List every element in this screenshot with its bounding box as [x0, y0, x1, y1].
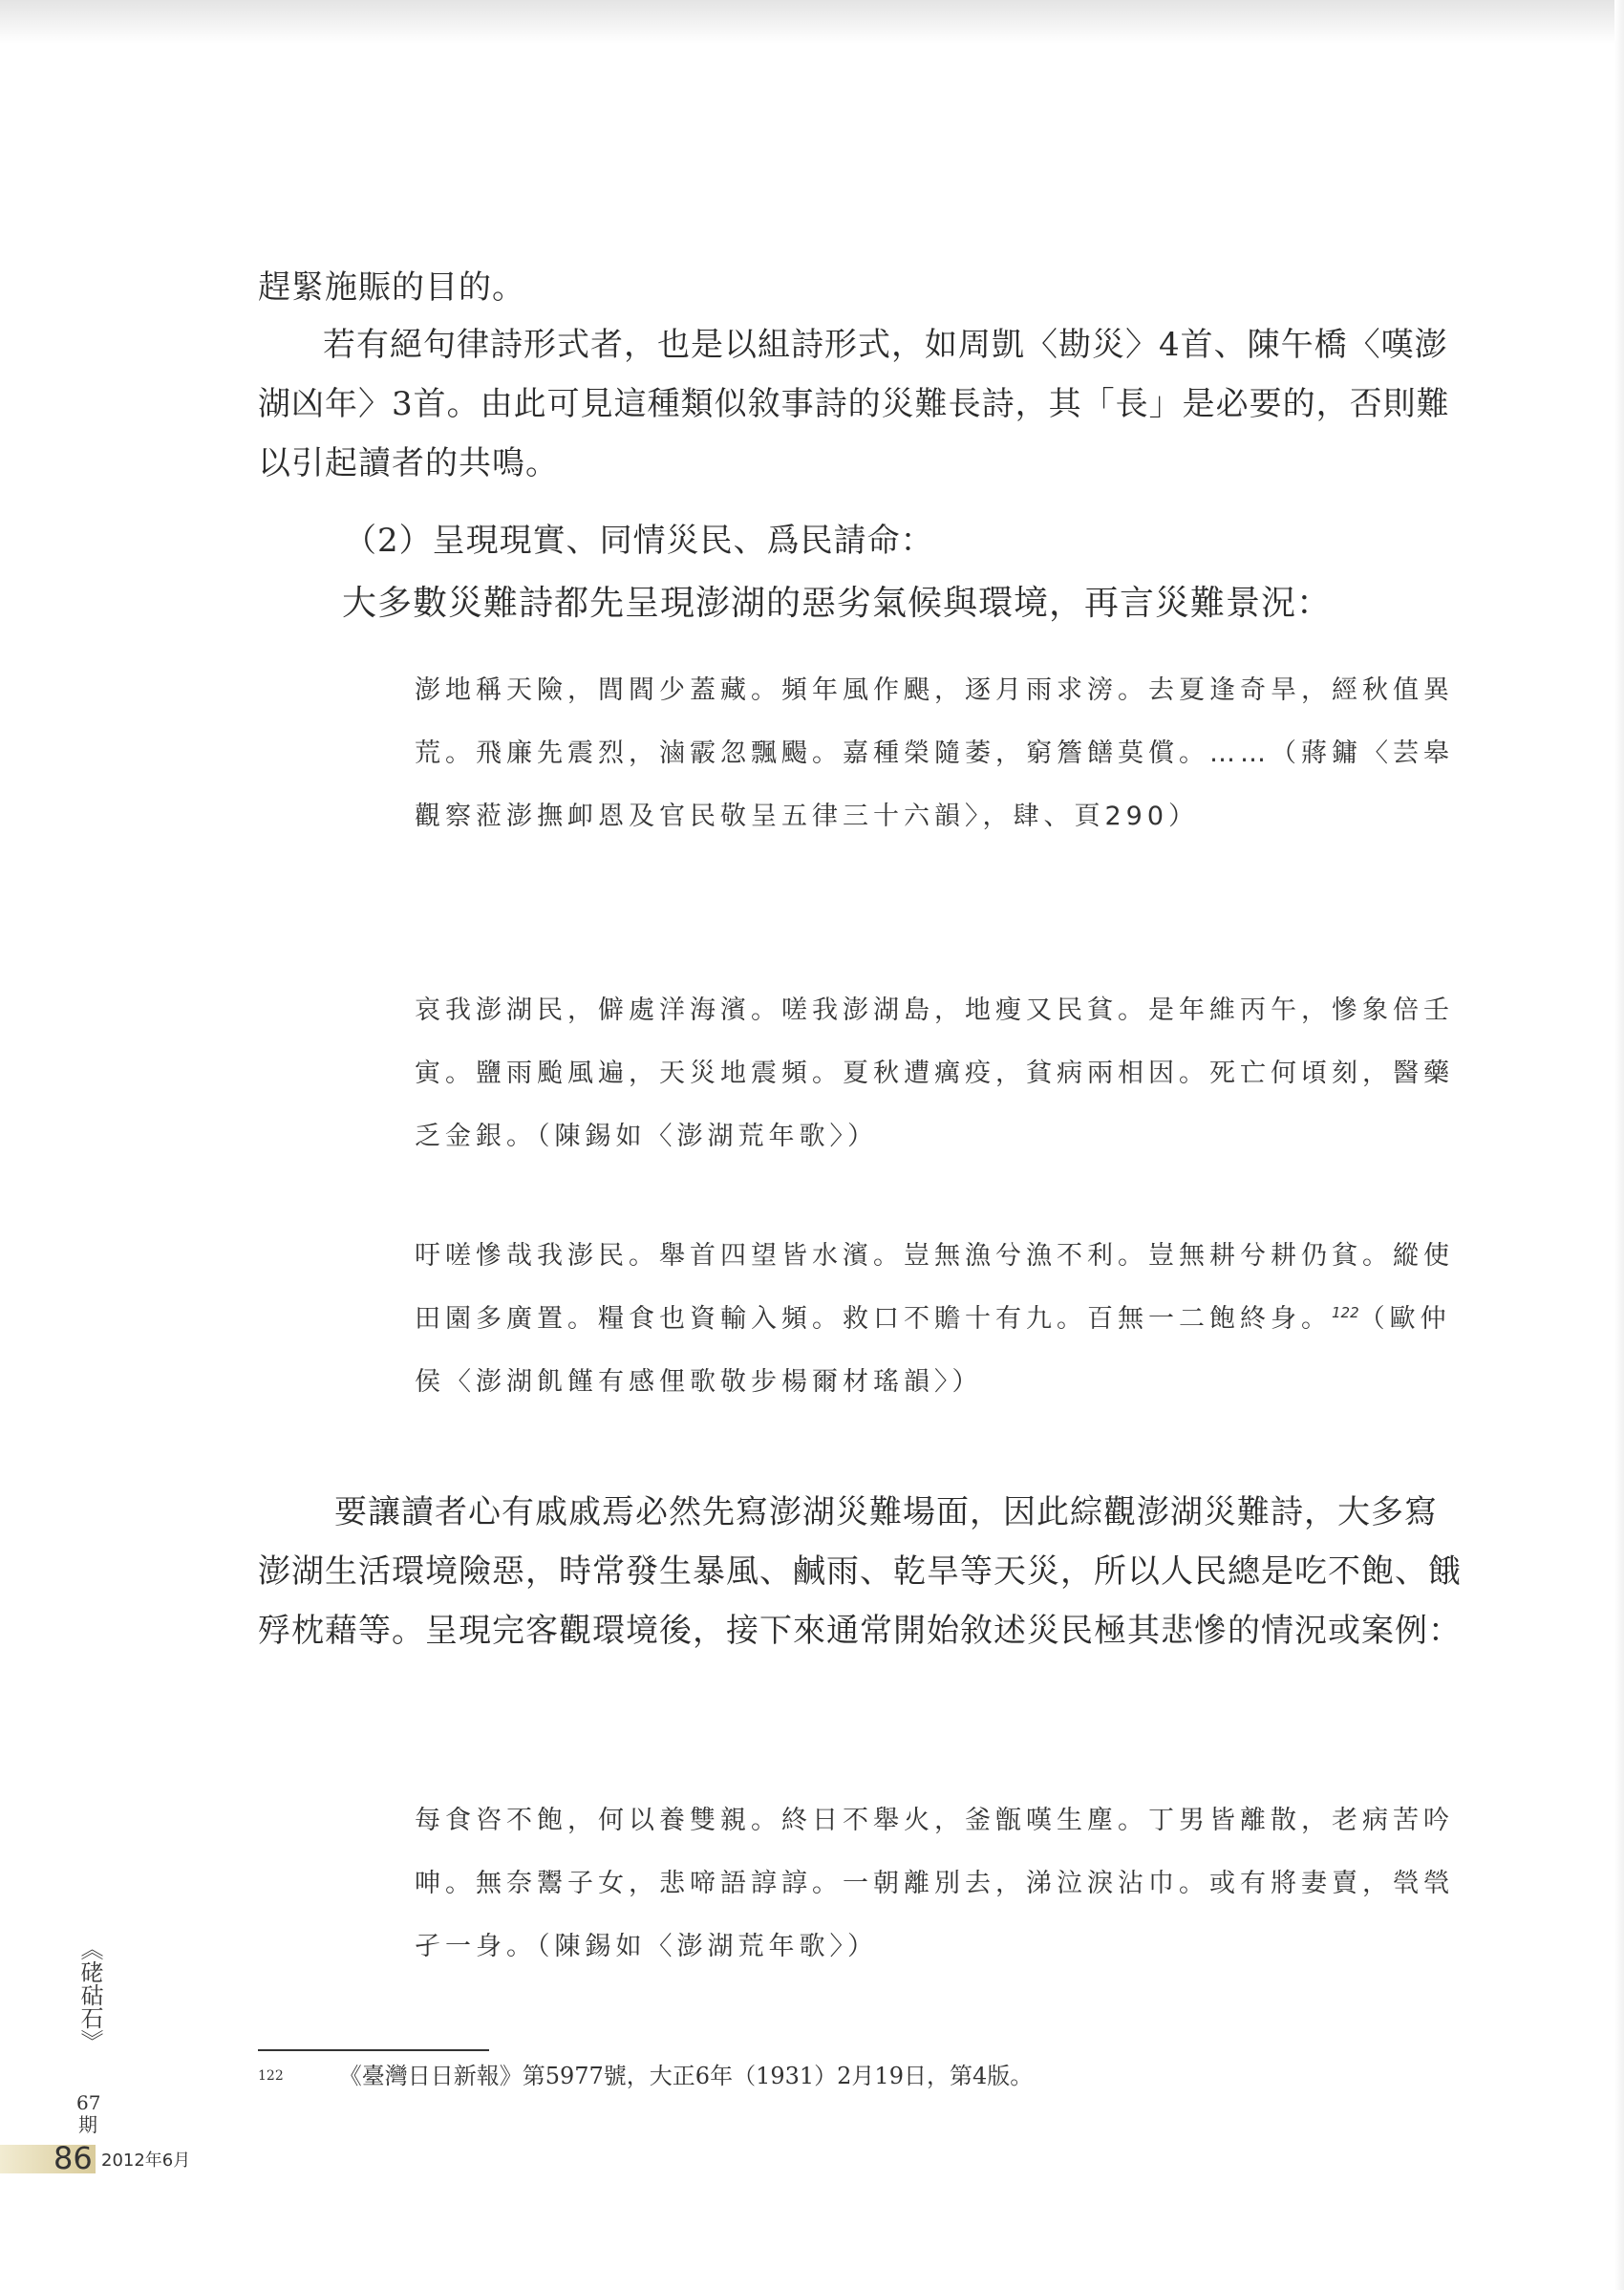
footnote-text: 《臺灣日日新報》第5977號，大正6年（1931）2月19日，第4版。	[338, 2063, 1034, 2089]
page-top-shadow	[0, 0, 1624, 44]
paragraph-continuation: 趕緊施賑的目的。	[258, 268, 525, 307]
footnote	[258, 2059, 1033, 2093]
journal-title: 《硓𥑮石》	[76, 1937, 103, 2052]
footnote-reference[interactable]: 122	[1332, 1304, 1359, 1321]
issue-number: 67	[76, 2091, 101, 2114]
quote-jiang-yong: 澎地稱天險，閭閻少蓋藏。頻年風作颶，逐月雨求滂。去夏逢奇旱，經秋值異荒。飛廉先震烈，滷霰忽飄颺。嘉種榮隨萎，窮簷饍莫償。……（蔣鏞〈芸皋觀察蒞澎撫卹恩及官民敬呈五律三十六韻〉，肆、頁290）	[415, 675, 1454, 831]
paragraph-poem-forms: 若有絕句律詩形式者，也是以組詩形式，如周凱〈勘災〉4首、陳午橋〈嘆澎湖凶年〉3首。由此可見這種類似敘事詩的災難長詩，其「長」是必要的，否則難以引起讀者的共鳴。	[258, 326, 1450, 482]
page-right-edge	[1614, 0, 1624, 2290]
quote-chen-xiru-2: 每食咨不飽，何以養雙親。終日不舉火，釜甑嘆生塵。丁男皆離散，老病苦吟呻。無奈鬻子女，悲啼語諄諄。一朝離別去，涕泣淚沾巾。或有將妻賣，煢煢孑一身。（陳錫如〈澎湖荒年歌〉）	[415, 1806, 1454, 1961]
issue-date: 2012年6月	[101, 2151, 191, 2171]
section-heading: （2）呈現現實、同情災民、爲民請命：	[344, 522, 934, 560]
paragraph-intro: 大多數災難詩都先呈現澎湖的惡劣氣候與環境，再言災難景況：	[342, 584, 1333, 623]
paragraph-analysis: 要讓讀者心有戚戚焉必然先寫澎湖災難場面，因此綜觀澎湖災難詩，大多寫澎湖生活環境險惡，時常發生暴風、鹹雨、乾旱等天災，所以人民總是吃不飽、餓殍枕藉等。呈現完客觀環境後，接下來通常開始敘述災民極其悲慘的情況或案例：	[258, 1493, 1462, 1650]
issue-label	[76, 2092, 99, 2136]
footnote-number: 122	[258, 2068, 284, 2084]
page-number: 86	[53, 2140, 93, 2176]
quote-chen-xiru-1: 哀我澎湖民，僻處洋海濱。嗟我澎湖島，地瘦又民貧。是年維丙午，慘象倍壬寅。鹽雨颱風遍，天災地震頻。夏秋遭癘疫，貧病兩相因。死亡何頃刻，醫藥乏金銀。（陳錫如〈澎湖荒年歌〉）	[415, 995, 1454, 1151]
issue-unit: 期	[78, 2113, 97, 2136]
footnote-divider	[258, 2049, 489, 2051]
quote-ou-zhonghou	[415, 1225, 1464, 1414]
quote-text: 吁嗟慘哉我澎民。舉首四望皆水濱。豈無漁兮漁不利。豈無耕兮耕仍貧。縱使田園多廣置。糧食也資輸入頻。救口不贍十有九。百無一二飽終身。	[415, 1241, 1454, 1334]
quote-source: （歐仲侯〈澎湖飢饉有感俚歌敬步楊爾材瑤韻〉）	[415, 1304, 1451, 1397]
